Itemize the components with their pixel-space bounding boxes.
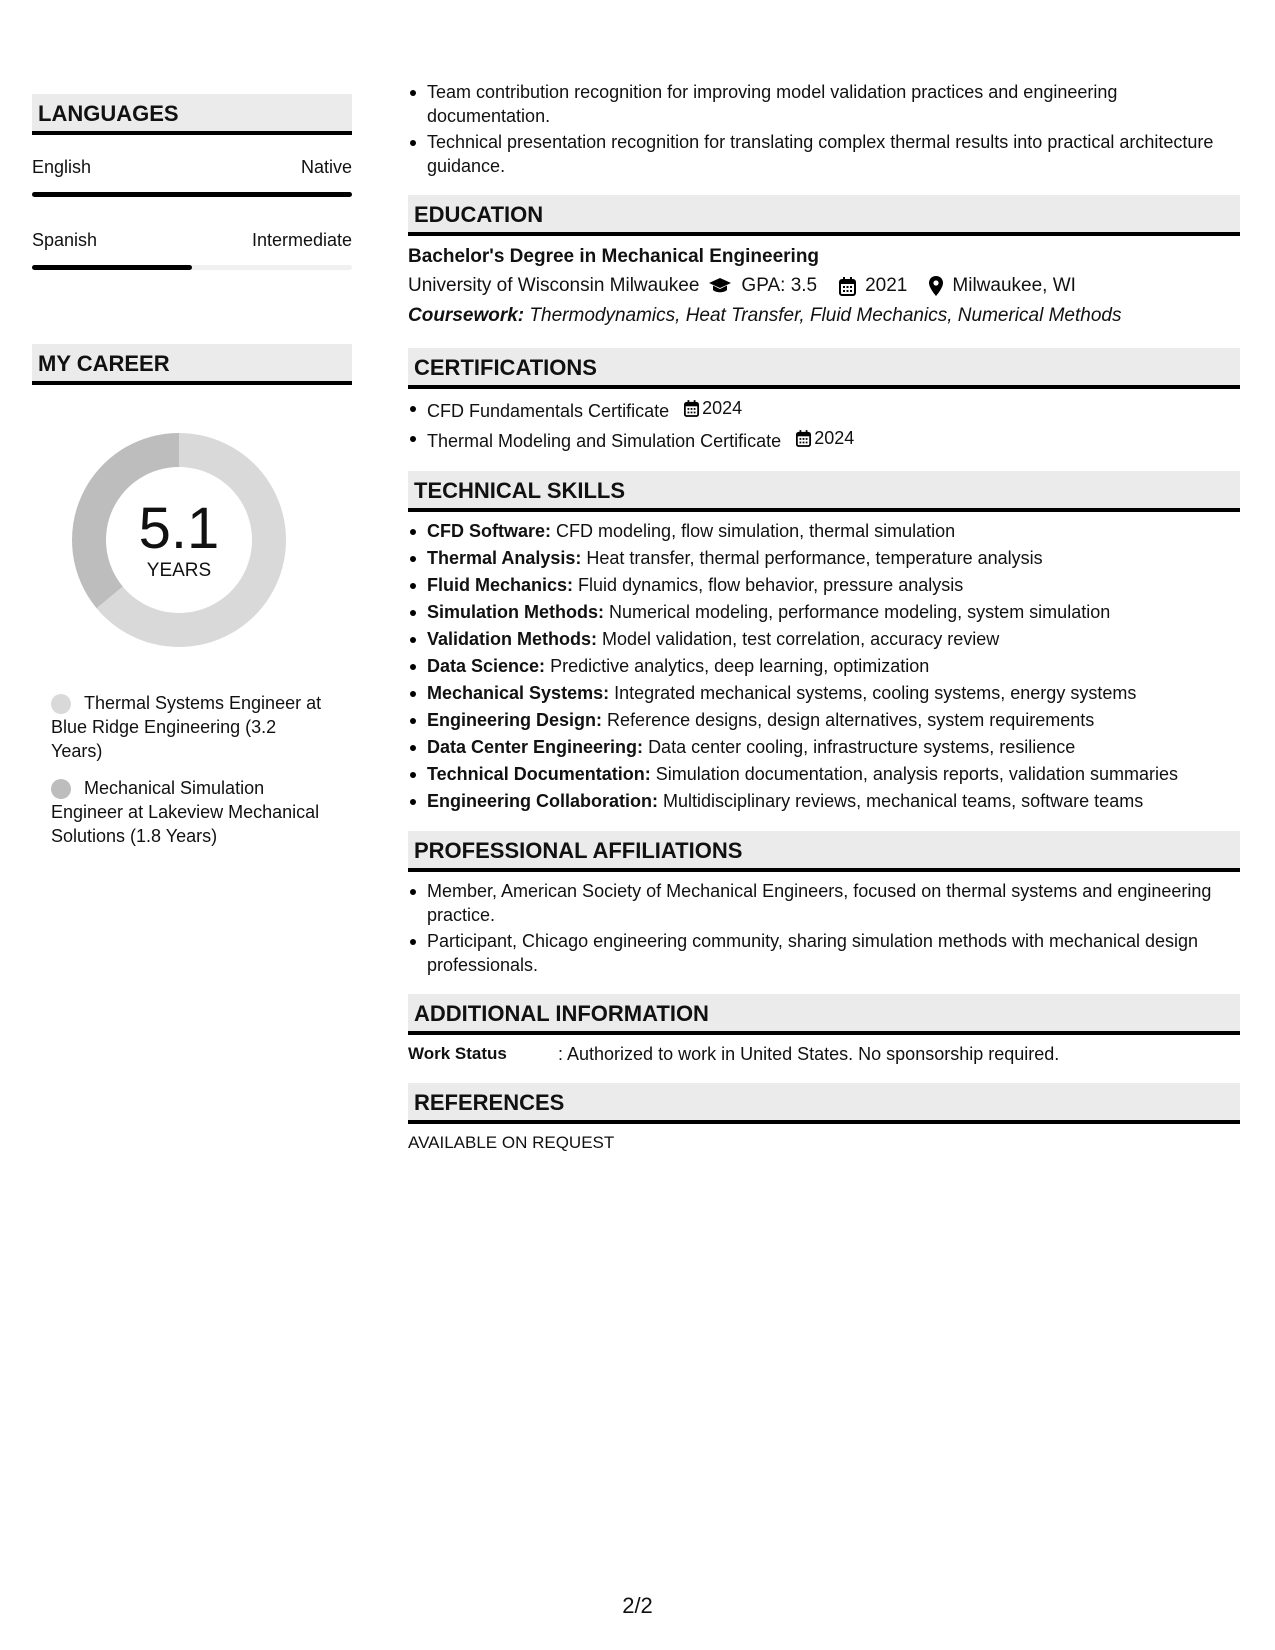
main-content [408,80,1240,1155]
language-name: Spanish [32,230,98,250]
skill-text: Predictive analytics, deep learning, optimization [550,656,930,676]
language-level: Intermediate [251,230,352,250]
skill-label: Data Science: [427,656,546,676]
coursework [408,301,1240,331]
skill-label: CFD Software: [427,521,552,541]
career-role: Mechanical Simulation Engineer at Lakeview Mechanical Solutions (1.8 Years) [51,778,320,846]
skill-item [408,573,1240,598]
sidebar [32,94,352,861]
skill-label: Engineering Collaboration: [427,791,659,811]
skill-label: Fluid Mechanics: [427,575,574,595]
career-legend-item [51,776,332,848]
calendar-icon [796,430,811,447]
skill-text: Simulation documentation, analysis reports, validation summaries [655,764,1178,784]
career-role: Thermal Systems Engineer at Blue Ridge Engineering (3.2 Years) [51,693,322,761]
school-name: University of Wisconsin Milwaukee [408,275,700,296]
skill-text: Heat transfer, thermal performance, temperature analysis [586,548,1043,568]
legend-dot-icon [51,779,71,799]
certification-name: CFD Fundamentals Certificate [427,401,670,421]
skill-text: Model validation, test correlation, accuracy review [602,629,1000,649]
skill-label: Engineering Design: [427,710,603,730]
list-item [408,396,1240,424]
coursework-list: Thermodynamics, Heat Transfer, Fluid Mechanics, Numerical Methods [529,305,1122,326]
calendar-icon [684,400,699,417]
affiliations-section [408,831,1240,977]
skill-text: CFD modeling, flow simulation, thermal simulation [556,521,956,541]
education-section [408,195,1240,331]
career-total-unit: YEARS [146,560,212,581]
legend-dot-icon [51,694,71,714]
work-status-value: : Authorized to work in United States. No sponsorship required. [558,1044,1060,1064]
skill-text: Numerical modeling, performance modeling, system simulation [609,602,1111,622]
skill-item [408,600,1240,625]
skills-list [408,519,1240,814]
list-item: Participant, Chicago engineering community, sharing simulation methods with mechanical design professionals. [408,929,1240,977]
language-spanish [32,230,352,251]
skill-label: Data Center Engineering: [427,737,644,757]
skills-heading: TECHNICAL SKILLS [408,471,1240,512]
affiliations-list [408,879,1240,977]
references-text: AVAILABLE ON REQUEST [408,1133,615,1152]
work-status-label: Work Status [408,1044,507,1063]
work-status-row [408,1042,1240,1066]
graduation-cap-icon [708,277,732,295]
certification-name: Thermal Modeling and Simulation Certificate [427,431,782,451]
certifications-heading: CERTIFICATIONS [408,348,1240,389]
skill-text: Multidisciplinary reviews, mechanical teams, software teams [663,791,1144,811]
additional-info-section [408,994,1240,1066]
references-heading: REFERENCES [408,1083,1240,1124]
list-item: Technical presentation recognition for translating complex thermal results into practical architecture guidance. [408,130,1240,178]
skill-item [408,654,1240,679]
proficiency-bar [32,265,352,270]
languages-heading: LANGUAGES [32,94,352,135]
skill-label: Mechanical Systems: [427,683,610,703]
education-heading: EDUCATION [408,195,1240,236]
language-level: Native [300,157,352,177]
education-details [408,271,1240,301]
skill-label: Thermal Analysis: [427,548,582,568]
skill-item [408,735,1240,760]
donut-center [66,427,292,653]
career-heading: MY CAREER [32,344,352,385]
calendar-icon [839,277,856,296]
skill-item [408,546,1240,571]
proficiency-fill [32,265,192,270]
degree-title: Bachelor's Degree in Mechanical Engineering [408,246,820,267]
page-number: 2/2 [622,1593,653,1618]
career-donut-chart [66,427,292,653]
coursework-label: Coursework: [408,305,525,326]
skill-text: Data center cooling, infrastructure systems, resilience [648,737,1076,757]
certification-year: 2024 [814,428,855,448]
skill-item [408,789,1240,814]
skill-text: Reference designs, design alternatives, system requirements [607,710,1095,730]
affiliations-heading: PROFESSIONAL AFFILIATIONS [408,831,1240,872]
career-legend-item [51,691,332,763]
skills-section [408,471,1240,814]
skill-label: Simulation Methods: [427,602,604,622]
skill-label: Validation Methods: [427,629,598,649]
skill-item [408,627,1240,652]
gpa: GPA: 3.5 [741,275,818,296]
proficiency-bar [32,192,352,197]
certifications-section [408,348,1240,454]
location-pin-icon [929,276,943,296]
skill-label: Technical Documentation: [427,764,651,784]
list-item [408,426,1240,454]
additional-info-heading: ADDITIONAL INFORMATION [408,994,1240,1035]
skill-item [408,708,1240,733]
skill-text: Integrated mechanical systems, cooling systems, energy systems [614,683,1137,703]
language-name: English [32,157,92,177]
proficiency-fill [32,192,352,197]
career-total-years: 5.1 [138,496,220,561]
career-legend [32,691,332,848]
certifications-list [408,396,1240,454]
references-section [408,1083,1240,1155]
skill-item [408,681,1240,706]
certification-year: 2024 [702,398,743,418]
skill-item [408,519,1240,544]
language-english [32,157,352,178]
skill-text: Fluid dynamics, flow behavior, pressure analysis [578,575,964,595]
list-item: Team contribution recognition for improving model validation practices and engineering documentation. [408,80,1240,128]
school-location: Milwaukee, WI [952,275,1076,296]
skill-item [408,762,1240,787]
graduation-year: 2021 [865,275,908,296]
list-item: Member, American Society of Mechanical Engineers, focused on thermal systems and engineering practice. [408,879,1240,927]
achievements-list [408,80,1240,178]
